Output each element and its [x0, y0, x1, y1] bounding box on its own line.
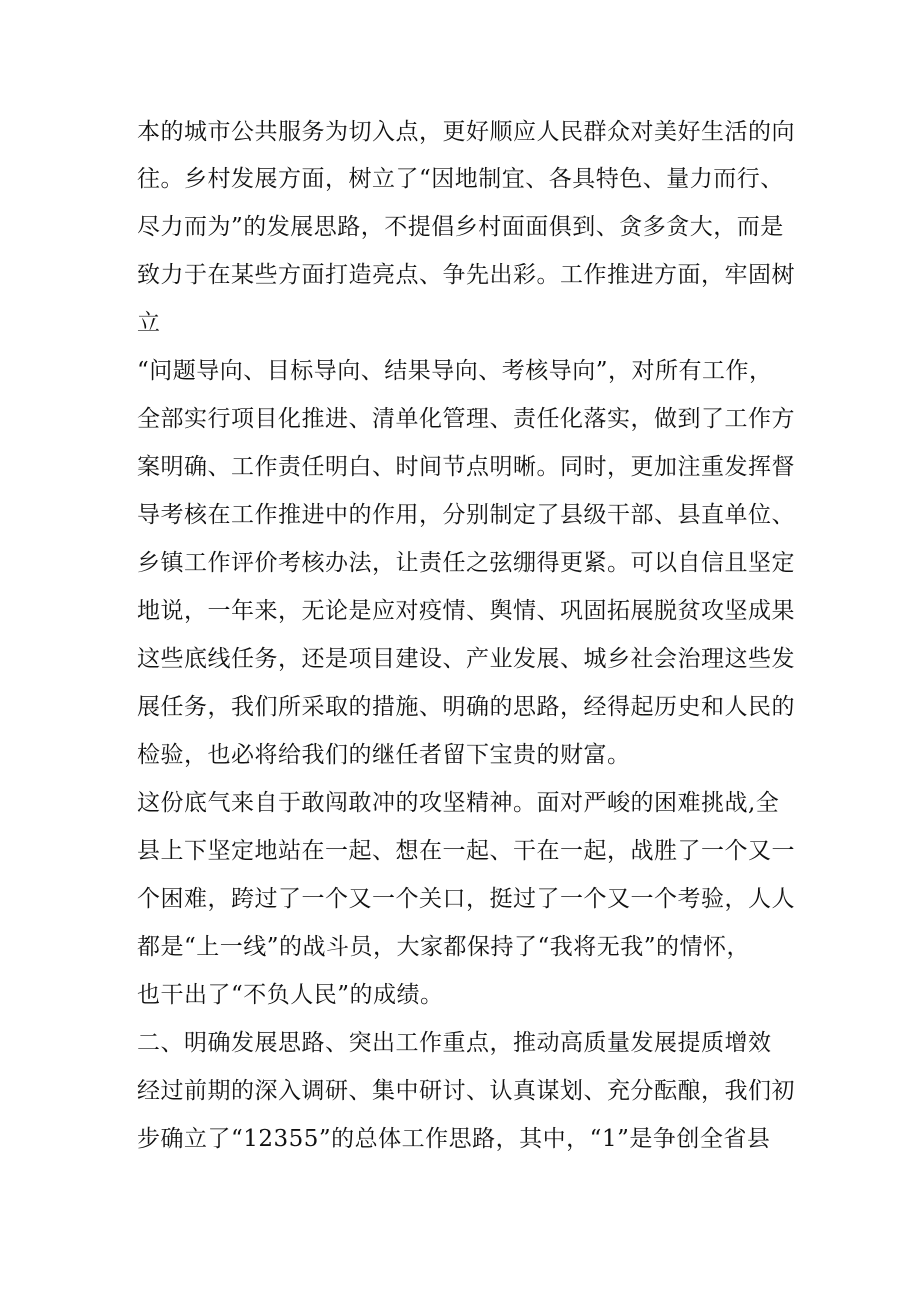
text-line: 往。乡村发展方面，树立了“因地制宜、各具特色、量力而行、	[137, 166, 784, 192]
text-line: 导考核在工作推进中的作用，分别制定了县级干部、县直单位、	[137, 502, 795, 528]
text-line: 步确立了“12355”的总体工作思路，其中，“1”是争创全省县	[137, 1126, 771, 1152]
text-line: 检验，也必将给我们的继任者留下宝贵的财富。	[137, 742, 631, 768]
text-line: 尽力而为”的发展思路，不提倡乡村面面俱到、贪多贪大，而是	[137, 214, 784, 240]
text-line: 展任务，我们所采取的措施、明确的思路，经得起历史和人民的	[137, 694, 795, 720]
text-line: 全部实行项目化推进、清单化管理、责任化落实，做到了工作方	[137, 406, 795, 432]
text-line: 致力于在某些方面打造亮点、争先出彩。工作推进方面，牢固树	[137, 262, 795, 288]
text-line: 本的城市公共服务为切入点，更好顺应人民群众对美好生活的向	[137, 119, 795, 145]
text-line: 个困难，跨过了一个又一个关口，挺过了一个又一个考验，人人	[137, 886, 795, 912]
text-line: 县上下坚定地站在一起、想在一起、干在一起，战胜了一个又一	[137, 838, 795, 864]
text-line: 这份底气来自于敢闯敢冲的攻坚精神。面对严峻的困难挑战,全	[137, 790, 780, 816]
text-line: 也干出了“不负人民”的成绩。	[137, 982, 444, 1008]
text-line: 经过前期的深入调研、集中研讨、认真谋划、充分酝酿，我们初	[137, 1078, 795, 1104]
text-line: 案明确、工作责任明白、时间节点明晰。同时，更加注重发挥督	[137, 454, 795, 480]
text-line: “问题导向、目标导向、结果导向、考核导向”，对所有工作，	[137, 358, 773, 384]
text-line: 乡镇工作评价考核办法，让责任之弦绷得更紧。可以自信且坚定	[137, 550, 795, 576]
text-line: 立	[137, 310, 161, 336]
text-line: 地说，一年来，无论是应对疫情、舆情、巩固拓展脱贫攻坚成果	[137, 598, 795, 624]
section-heading: 二、明确发展思路、突出工作重点，推动高质量发展提质增效	[137, 1030, 772, 1056]
text-line: 这些底线任务，还是项目建设、产业发展、城乡社会治理这些发	[137, 646, 795, 672]
text-line: 都是“上一线”的战斗员，大家都保持了“我将无我”的情怀，	[137, 934, 751, 960]
